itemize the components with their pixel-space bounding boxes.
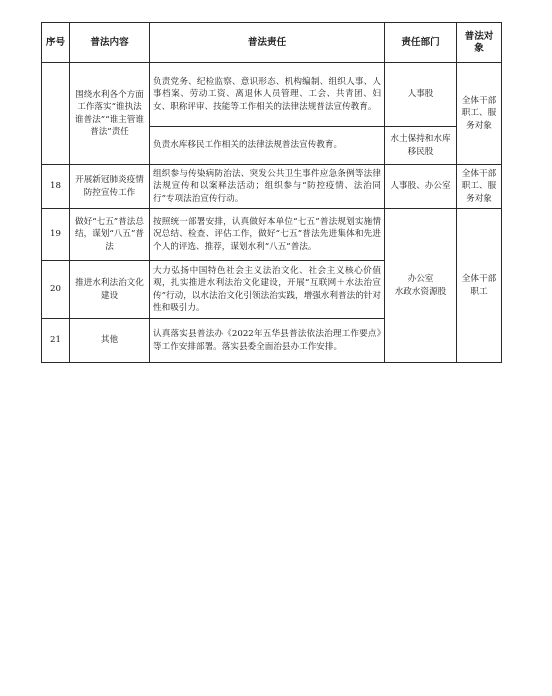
row-dept: 水土保持和水库移民股: [385, 127, 457, 165]
row-no: 19: [42, 209, 70, 261]
table-row: [42, 165, 502, 209]
row-content: 围绕水利各个方面工作落实“谁执法谁普法”“谁主管谁普法”责任: [70, 63, 150, 165]
row-content: 开展新冠肺炎疫情防控宣传工作: [70, 165, 150, 209]
header-duty: 普法责任: [150, 23, 385, 63]
table-row: [42, 209, 502, 261]
row-duty: 负责水库移民工作相关的法律法规普法宣传教育。: [150, 127, 385, 165]
row-target: 全体干部职工、服务对象: [457, 63, 502, 165]
row-dept: 人事股: [385, 63, 457, 127]
row-dept: 办公室 水政水资源股: [385, 209, 457, 363]
row-no: [42, 63, 70, 165]
row-duty: 认真落实县普法办《2022年五华县普法依法治理工作要点》等工作安排部署。落实县委全面治县办工作安排。: [150, 319, 385, 363]
row-target: 全体干部职工: [457, 209, 502, 363]
header-dept: 责任部门: [385, 23, 457, 63]
header-target: 普法对象: [457, 23, 502, 63]
row-duty: 组织参与传染病防治法、突发公共卫生事件应急条例等法律法规宣传和以案释法活动；组织参与“防控疫情、法治同行”专项法治宣传行动。: [150, 165, 385, 209]
row-content: 推进水利法治文化建设: [70, 261, 150, 319]
table-header-row: [42, 23, 502, 63]
row-duty: 负责党务、纪检监察、意识形态、机构编制、组织人事、人事档案、劳动工资、离退休人员管理、工会、共青团、妇女、职称评审、技能等工作相关的法律法规普法宣传教育。: [150, 63, 385, 127]
row-content: 做好“七五”普法总结，谋划“八五”普法: [70, 209, 150, 261]
row-target: 全体干部职工、服务对象: [457, 165, 502, 209]
row-duty: 大力弘扬中国特色社会主义法治文化、社会主义核心价值观，扎实推进水利法治文化建设，开展“互联网＋水法治宣传”行动，以水法治文化引领法治实践，增强水利普法的针对性和吸引力。: [150, 261, 385, 319]
row-no: 20: [42, 261, 70, 319]
table-row: [42, 63, 502, 127]
row-content: 其他: [70, 319, 150, 363]
header-content: 普法内容: [70, 23, 150, 63]
law-popularization-table: [41, 22, 502, 363]
row-no: 18: [42, 165, 70, 209]
row-dept: 人事股、办公室: [385, 165, 457, 209]
row-no: 21: [42, 319, 70, 363]
header-no: 序号: [42, 23, 70, 63]
row-duty: 按照统一部署安排，认真做好本单位“七五”普法规划实施情况总结、检查、评估工作，做好“七五”普法先进集体和先进个人的评选、推荐，谋划水利“八五”普法。: [150, 209, 385, 261]
